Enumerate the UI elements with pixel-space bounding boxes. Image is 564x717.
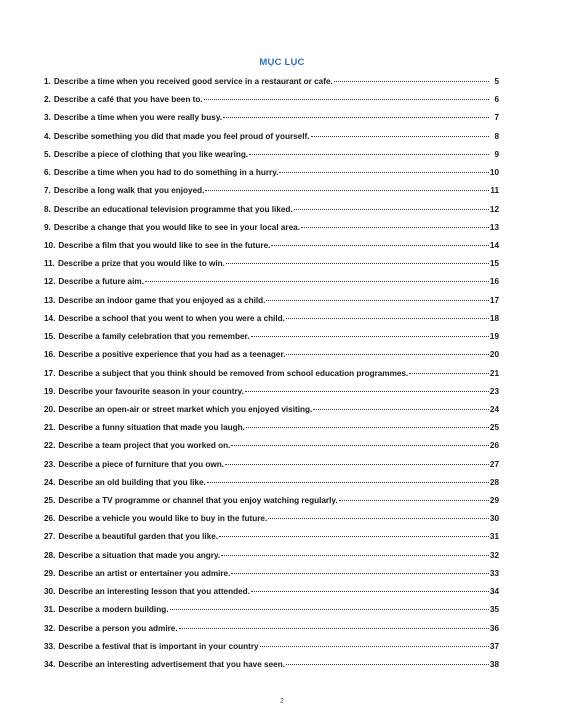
toc-entry[interactable] [44, 423, 499, 441]
toc-dot-leader [268, 518, 489, 519]
toc-dot-leader [271, 245, 488, 246]
toc-entry-page: 32 [489, 550, 499, 560]
toc-dot-leader [225, 464, 489, 465]
toc-entry-text: Describe a family celebration that you remember. [58, 332, 250, 342]
toc-entry[interactable] [44, 132, 499, 150]
toc-entry-number: 31. [44, 605, 56, 615]
toc-entry-page: 38 [489, 660, 499, 669]
toc-entry-text: Describe a long walk that you enjoyed. [53, 186, 205, 196]
toc-dot-leader [334, 81, 489, 82]
toc-entry-text: Describe a time when you received good service in a restaurant or cafe. [53, 77, 333, 86]
toc-entry-page: 35 [489, 605, 499, 615]
toc-entry[interactable] [44, 168, 499, 186]
toc-entry[interactable] [44, 514, 499, 532]
toc-entry-number: 3. [44, 113, 51, 123]
toc-entry-page: 15 [489, 259, 499, 269]
toc-entry[interactable] [44, 660, 499, 678]
toc-entry[interactable] [44, 387, 499, 405]
toc-entry[interactable] [44, 186, 499, 204]
toc-entry-page: 23 [489, 386, 499, 396]
toc-entry-number: 11. [44, 259, 55, 269]
toc-entry-number: 29. [44, 568, 56, 578]
toc-dot-leader [245, 391, 489, 392]
toc-entry-text: Describe a school that you went to when you were a child. [58, 313, 285, 323]
toc-entry-number: 9. [44, 222, 51, 232]
toc-entry[interactable] [44, 605, 499, 623]
toc-entry-number: 13. [44, 295, 56, 305]
toc-entry-number: 8. [44, 204, 51, 214]
toc-entry-number: 30. [44, 587, 56, 597]
toc-entry[interactable] [44, 277, 499, 295]
toc-dot-leader [231, 445, 489, 446]
toc-entry[interactable] [44, 77, 499, 95]
toc-entry-text: Describe a piece of clothing that you like wearing. [53, 149, 249, 159]
toc-entry-page: 25 [489, 423, 499, 433]
toc-dot-leader [260, 646, 489, 647]
toc-entry[interactable] [44, 569, 499, 587]
toc-entry-page: 27 [489, 459, 499, 469]
toc-entry[interactable] [44, 460, 499, 478]
toc-entry-number: 2. [44, 95, 51, 105]
toc-entry-text: Describe a vehicle you would like to buy in the future. [58, 514, 268, 524]
toc-entry-text: Describe a change that you would like to see in your local area. [53, 222, 301, 232]
toc-entry[interactable] [44, 478, 499, 496]
toc-entry-number: 16. [44, 350, 56, 360]
toc-entry-number: 28. [44, 550, 56, 560]
toc-entry-number: 10. [44, 240, 56, 250]
toc-entry-text: Describe a subject that you think should be removed from school education programmes. [58, 368, 409, 378]
toc-entry-number: 4. [44, 131, 51, 141]
toc-entry-page: 28 [489, 477, 499, 487]
toc-entry-number: 22. [44, 441, 56, 451]
toc-entry-text: Describe a film that you would like to see in the future. [58, 240, 271, 250]
toc-entry-text: Describe a modern building. [58, 605, 169, 615]
toc-entry[interactable] [44, 241, 499, 259]
toc-dot-leader [205, 190, 489, 191]
toc-dot-leader [339, 500, 489, 501]
toc-entry[interactable] [44, 496, 499, 514]
toc-entry-page: 9 [494, 149, 499, 159]
toc-entry[interactable] [44, 369, 499, 387]
toc-entry[interactable] [44, 532, 499, 550]
toc-dot-leader [249, 154, 489, 155]
toc-entry-text: Describe a café that you have been to. [53, 95, 203, 105]
toc-entry[interactable] [44, 350, 499, 368]
toc-title: MỤC LỤC [259, 57, 305, 68]
toc-entry-page: 20 [489, 350, 499, 360]
toc-entry-page: 18 [489, 313, 499, 323]
toc-entry-text: Describe a prize that you would like to win. [57, 259, 225, 269]
toc-dot-leader [251, 591, 489, 592]
toc-entry-page: 26 [489, 441, 499, 451]
toc-dot-leader [221, 555, 489, 556]
toc-dot-leader [204, 99, 489, 100]
toc-entry-page: 14 [489, 240, 499, 250]
toc-entry-number: 12. [44, 277, 56, 287]
toc-entry-number: 24. [44, 477, 56, 487]
toc-entry-text: Describe a future aim. [58, 277, 144, 287]
toc-entry-text: Describe a positive experience that you had as a teenager. [58, 350, 286, 360]
toc-entry[interactable] [44, 405, 499, 423]
toc-entry-page: 16 [489, 277, 499, 287]
toc-entry-number: 5. [44, 149, 51, 159]
toc-entry[interactable] [44, 95, 499, 113]
toc-entry-number: 14. [44, 313, 56, 323]
toc-entry-number: 15. [44, 332, 56, 342]
page-number: 2 [280, 698, 284, 705]
toc-entry-text: Describe something you did that made you feel proud of yourself. [53, 131, 310, 141]
toc-entry-number: 27. [44, 532, 56, 542]
toc-entry-text: Describe an artist or entertainer you admire. [58, 568, 231, 578]
toc-entry-text: Describe a festival that is important in your country [58, 641, 259, 651]
toc-entry-number: 25. [44, 496, 56, 506]
toc-entry-text: Describe an interesting lesson that you attended. [58, 587, 250, 597]
toc-entry-text: Describe an old building that you like. [58, 477, 206, 487]
toc-dot-leader [313, 409, 489, 410]
toc-entry[interactable] [44, 150, 499, 168]
toc-list [44, 77, 499, 678]
toc-dot-leader [207, 482, 489, 483]
toc-dot-leader [279, 172, 488, 173]
toc-entry[interactable] [44, 587, 499, 605]
toc-dot-leader [409, 373, 489, 374]
toc-entry-text: Describe a team project that you worked on. [58, 441, 231, 451]
toc-entry-page: 5 [494, 77, 499, 86]
toc-entry-number: 21. [44, 423, 56, 433]
toc-dot-leader [231, 573, 489, 574]
toc-dot-leader [223, 117, 489, 118]
toc-entry-text: Describe an interesting advertisement that you have seen. [58, 660, 285, 669]
toc-entry-page: 37 [489, 641, 499, 651]
toc-dot-leader [294, 209, 489, 210]
toc-entry-number: 7. [44, 186, 51, 196]
toc-entry[interactable] [44, 296, 499, 314]
toc-entry[interactable] [44, 642, 499, 660]
toc-dot-leader [170, 609, 489, 610]
toc-entry[interactable] [44, 551, 499, 569]
toc-entry-number: 17. [44, 368, 56, 378]
toc-entry-text: Describe a time when you were really busy. [53, 113, 223, 123]
toc-entry-page: 36 [489, 623, 499, 633]
toc-entry-text: Describe a TV programme or channel that you enjoy watching regularly. [58, 496, 338, 506]
toc-dot-leader [311, 136, 489, 137]
toc-entry-number: 1. [44, 77, 51, 86]
toc-entry-text: Describe an indoor game that you enjoyed as a child. [58, 295, 266, 305]
toc-entry-page: 8 [494, 131, 499, 141]
toc-entry-page: 13 [489, 222, 499, 232]
toc-entry[interactable] [44, 332, 499, 350]
toc-entry-page: 29 [489, 496, 499, 506]
toc-entry-page: 19 [489, 332, 499, 342]
toc-entry-text: Describe an open-air or street market which you enjoyed visiting. [58, 404, 313, 414]
toc-entry-number: 23. [44, 459, 56, 469]
toc-entry[interactable] [44, 205, 499, 223]
toc-entry-page: 7 [494, 113, 499, 123]
toc-entry[interactable] [44, 259, 499, 277]
toc-dot-leader [226, 263, 489, 264]
toc-dot-leader [266, 300, 488, 301]
toc-entry-page: 30 [489, 514, 499, 524]
toc-dot-leader [251, 336, 489, 337]
toc-entry-number: 26. [44, 514, 56, 524]
toc-entry[interactable] [44, 113, 499, 131]
toc-entry-text: Describe a person you admire. [58, 623, 178, 633]
toc-entry[interactable] [44, 314, 499, 332]
toc-dot-leader [286, 354, 488, 355]
toc-entry-page: 31 [489, 532, 499, 542]
toc-dot-leader [219, 536, 489, 537]
toc-entry[interactable] [44, 223, 499, 241]
toc-entry[interactable] [44, 624, 499, 642]
toc-entry-page: 33 [489, 568, 499, 578]
toc-entry-number: 20. [44, 404, 56, 414]
toc-entry-text: Describe a piece of furniture that you own. [58, 459, 224, 469]
toc-entry-text: Describe your favourite season in your country. [58, 386, 244, 396]
toc-entry-page: 12 [489, 204, 499, 214]
toc-entry-text: Describe a beautiful garden that you like. [58, 532, 219, 542]
toc-entry-number: 32. [44, 623, 56, 633]
toc-entry-number: 33. [44, 641, 56, 651]
toc-entry-page: 21 [489, 368, 499, 378]
toc-entry-number: 34. [44, 660, 56, 669]
toc-dot-leader [286, 318, 489, 319]
toc-entry-text: Describe an educational television programme that you liked. [53, 204, 293, 214]
toc-entry-page: 10 [489, 168, 499, 178]
toc-entry-text: Describe a situation that made you angry. [58, 550, 221, 560]
toc-dot-leader [179, 628, 489, 629]
toc-dot-leader [145, 281, 489, 282]
toc-entry-page: 24 [489, 404, 499, 414]
toc-entry-number: 19. [44, 386, 56, 396]
toc-entry-page: 34 [489, 587, 499, 597]
toc-entry-number: 6. [44, 168, 51, 178]
toc-entry-page: 17 [489, 295, 499, 305]
toc-entry-page: 11 [490, 186, 499, 196]
toc-entry[interactable] [44, 441, 499, 459]
toc-dot-leader [286, 664, 489, 665]
toc-entry-text: Describe a funny situation that made you laugh. [58, 423, 245, 433]
toc-entry-text: Describe a time when you had to do something in a hurry. [53, 168, 279, 178]
toc-dot-leader [301, 227, 489, 228]
toc-entry-page: 6 [494, 95, 499, 105]
toc-dot-leader [246, 427, 489, 428]
